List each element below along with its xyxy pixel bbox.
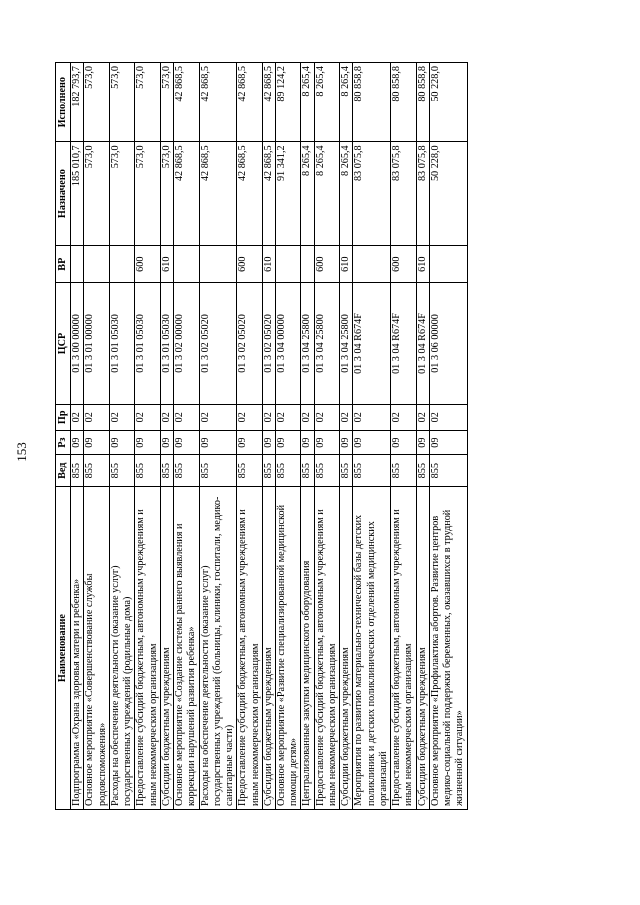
cell-naznacheno: 42 868,5 [237,142,262,246]
cell-ved: 855 [237,455,262,487]
cell-pr: 02 [71,404,84,430]
cell-name: Основное мероприятие «Совершенствование службы родовспоможения» [84,487,109,810]
cell-ispolneno: 573,0 [109,63,134,142]
table-row [416,63,429,810]
cell-csr: 01 3 04 00000 [275,283,300,404]
cell-vr [353,245,391,282]
table-row [429,63,467,810]
cell-vr [109,245,134,282]
cell-ispolneno: 573,0 [84,63,109,142]
cell-vr: 600 [135,245,160,282]
cell-name: Мероприятия по развитию материально-технической базы детских поликлиник и детских поликлинических отделений медицинских организаций [353,487,391,810]
table-header-row [56,63,71,810]
cell-rz: 09 [429,431,467,455]
cell-csr: 01 3 01 05030 [109,283,134,404]
cell-csr: 01 3 04 25800 [301,283,314,404]
cell-rz: 09 [174,431,199,455]
cell-name: Основное мероприятие «Профилактика абортов. Развитие центров медико-социальной поддержки беременных, оказавшихся в трудной жизненной ситуации» [429,487,467,810]
cell-ved: 855 [262,455,275,487]
cell-naznacheno: 573,0 [135,142,160,246]
cell-naznacheno: 8 265,4 [340,142,353,246]
cell-pr: 02 [109,404,134,430]
cell-pr: 02 [391,404,416,430]
cell-ispolneno: 80 858,8 [416,63,429,142]
cell-pr: 02 [84,404,109,430]
cell-rz: 09 [160,431,173,455]
cell-naznacheno: 83 075,8 [416,142,429,246]
cell-pr: 02 [160,404,173,430]
cell-ispolneno: 573,0 [160,63,173,142]
cell-vr [174,245,199,282]
cell-ved: 855 [84,455,109,487]
cell-naznacheno: 42 868,5 [262,142,275,246]
cell-csr: 01 3 04 R674F [353,283,391,404]
table-row [314,63,339,810]
table-row [71,63,84,810]
cell-csr: 01 3 04 25800 [340,283,353,404]
cell-rz: 09 [416,431,429,455]
cell-vr [71,245,84,282]
cell-vr [275,245,300,282]
cell-ved: 855 [314,455,339,487]
cell-name: Предоставление субсидий бюджетным, автономным учреждениям и иным некоммерческим организациям [135,487,160,810]
cell-ispolneno: 80 858,8 [353,63,391,142]
cell-ved: 855 [301,455,314,487]
cell-ispolneno: 42 868,5 [199,63,237,142]
cell-csr: 01 3 00 00000 [71,283,84,404]
cell-ved: 855 [109,455,134,487]
table-row [262,63,275,810]
table-row [199,63,237,810]
header-ispolneno: Исполнено [56,63,71,142]
cell-rz: 09 [109,431,134,455]
page-number: 153 [14,442,29,462]
table-row [340,63,353,810]
cell-pr: 02 [237,404,262,430]
table-row [275,63,300,810]
cell-csr: 01 3 04 R674F [391,283,416,404]
cell-csr: 01 3 02 05020 [262,283,275,404]
table-row [391,63,416,810]
cell-rz: 09 [71,431,84,455]
cell-naznacheno: 42 868,5 [174,142,199,246]
cell-rz: 09 [237,431,262,455]
cell-ved: 855 [71,455,84,487]
cell-csr: 01 3 04 25800 [314,283,339,404]
cell-csr: 01 3 04 R674F [416,283,429,404]
header-csr: ЦСР [56,283,71,404]
cell-name: Предоставление субсидий бюджетным, автономным учреждениям и иным некоммерческим организациям [314,487,339,810]
cell-rz: 09 [84,431,109,455]
cell-csr: 01 3 02 05020 [237,283,262,404]
cell-name: Расходы на обеспечение деятельности (оказание услуг) государственных учреждений (родильные дома) [109,487,134,810]
cell-ispolneno: 50 228,0 [429,63,467,142]
cell-rz: 09 [275,431,300,455]
cell-csr: 01 3 02 05020 [199,283,237,404]
cell-vr: 600 [237,245,262,282]
table-row [84,63,109,810]
cell-ispolneno: 8 265,4 [301,63,314,142]
table-row [301,63,314,810]
cell-name: Предоставление субсидий бюджетным, автономным учреждениям и иным некоммерческим организациям [237,487,262,810]
cell-pr: 02 [314,404,339,430]
table-row [174,63,199,810]
header-pr: Пр [56,404,71,430]
cell-csr: 01 3 01 05030 [135,283,160,404]
cell-pr: 02 [301,404,314,430]
cell-csr: 01 3 01 00000 [84,283,109,404]
cell-rz: 09 [301,431,314,455]
cell-naznacheno: 91 341,2 [275,142,300,246]
cell-vr: 600 [314,245,339,282]
cell-name: Централизованные закупки медицинского оборудования [301,487,314,810]
cell-pr: 02 [429,404,467,430]
cell-pr: 02 [199,404,237,430]
cell-naznacheno: 8 265,4 [314,142,339,246]
table-body [71,63,467,810]
table-row [109,63,134,810]
cell-vr [84,245,109,282]
cell-vr [301,245,314,282]
header-name: Наименование [56,487,71,810]
header-rz: Рз [56,431,71,455]
header-ved: Вед [56,455,71,487]
cell-name: Субсидии бюджетным учреждениям [160,487,173,810]
table-row [237,63,262,810]
cell-naznacheno: 573,0 [109,142,134,246]
cell-pr: 02 [353,404,391,430]
cell-name: Субсидии бюджетным учреждениям [340,487,353,810]
cell-name: Подпрограмма «Охрана здоровья матери и ребенка» [71,487,84,810]
cell-ved: 855 [429,455,467,487]
cell-pr: 02 [174,404,199,430]
cell-ved: 855 [353,455,391,487]
header-vr: ВР [56,245,71,282]
cell-name: Субсидии бюджетным учреждениям [262,487,275,810]
cell-name: Основное мероприятие «Развитие специализированной медицинской помощи детям» [275,487,300,810]
cell-vr: 610 [160,245,173,282]
cell-vr: 610 [262,245,275,282]
cell-ispolneno: 8 265,4 [340,63,353,142]
cell-rz: 09 [135,431,160,455]
cell-vr: 610 [340,245,353,282]
table-row [135,63,160,810]
table-row [160,63,173,810]
cell-ved: 855 [160,455,173,487]
cell-pr: 02 [135,404,160,430]
cell-ispolneno: 42 868,5 [174,63,199,142]
cell-rz: 09 [340,431,353,455]
cell-csr: 01 3 06 00000 [429,283,467,404]
cell-rz: 09 [353,431,391,455]
cell-vr: 610 [416,245,429,282]
cell-naznacheno: 8 265,4 [301,142,314,246]
cell-naznacheno: 573,0 [160,142,173,246]
cell-ispolneno: 42 868,5 [237,63,262,142]
cell-ved: 855 [416,455,429,487]
cell-ispolneno: 182 793,7 [71,63,84,142]
cell-vr [429,245,467,282]
cell-vr: 600 [391,245,416,282]
cell-ved: 855 [391,455,416,487]
cell-pr: 02 [275,404,300,430]
cell-naznacheno: 573,0 [84,142,109,246]
cell-vr [199,245,237,282]
cell-naznacheno: 185 010,7 [71,142,84,246]
cell-naznacheno: 50 228,0 [429,142,467,246]
cell-name: Основное мероприятие «Создание системы раннего выявления и коррекции нарушений развития ребенка» [174,487,199,810]
cell-ispolneno: 89 124,2 [275,63,300,142]
cell-ispolneno: 573,0 [135,63,160,142]
cell-ispolneno: 42 868,5 [262,63,275,142]
table-row [353,63,391,810]
cell-ved: 855 [275,455,300,487]
cell-rz: 09 [314,431,339,455]
cell-naznacheno: 42 868,5 [199,142,237,246]
cell-naznacheno: 83 075,8 [391,142,416,246]
cell-ved: 855 [199,455,237,487]
cell-name: Расходы на обеспечение деятельности (оказание услуг) государственных учреждений (больницы, клиники, госпитали, медико-санитарные части) [199,487,237,810]
cell-rz: 09 [199,431,237,455]
header-naznacheno: Назначено [56,142,71,246]
budget-table [55,62,468,810]
cell-ispolneno: 8 265,4 [314,63,339,142]
cell-name: Предоставление субсидий бюджетным, автономным учреждениям и иным некоммерческим организациям [391,487,416,810]
cell-pr: 02 [416,404,429,430]
cell-pr: 02 [262,404,275,430]
cell-csr: 01 3 02 00000 [174,283,199,404]
cell-ved: 855 [340,455,353,487]
cell-pr: 02 [340,404,353,430]
cell-rz: 09 [391,431,416,455]
cell-csr: 01 3 01 05030 [160,283,173,404]
cell-name: Субсидии бюджетным учреждениям [416,487,429,810]
cell-ved: 855 [174,455,199,487]
cell-ved: 855 [135,455,160,487]
cell-naznacheno: 83 075,8 [353,142,391,246]
cell-rz: 09 [262,431,275,455]
cell-ispolneno: 80 858,8 [391,63,416,142]
